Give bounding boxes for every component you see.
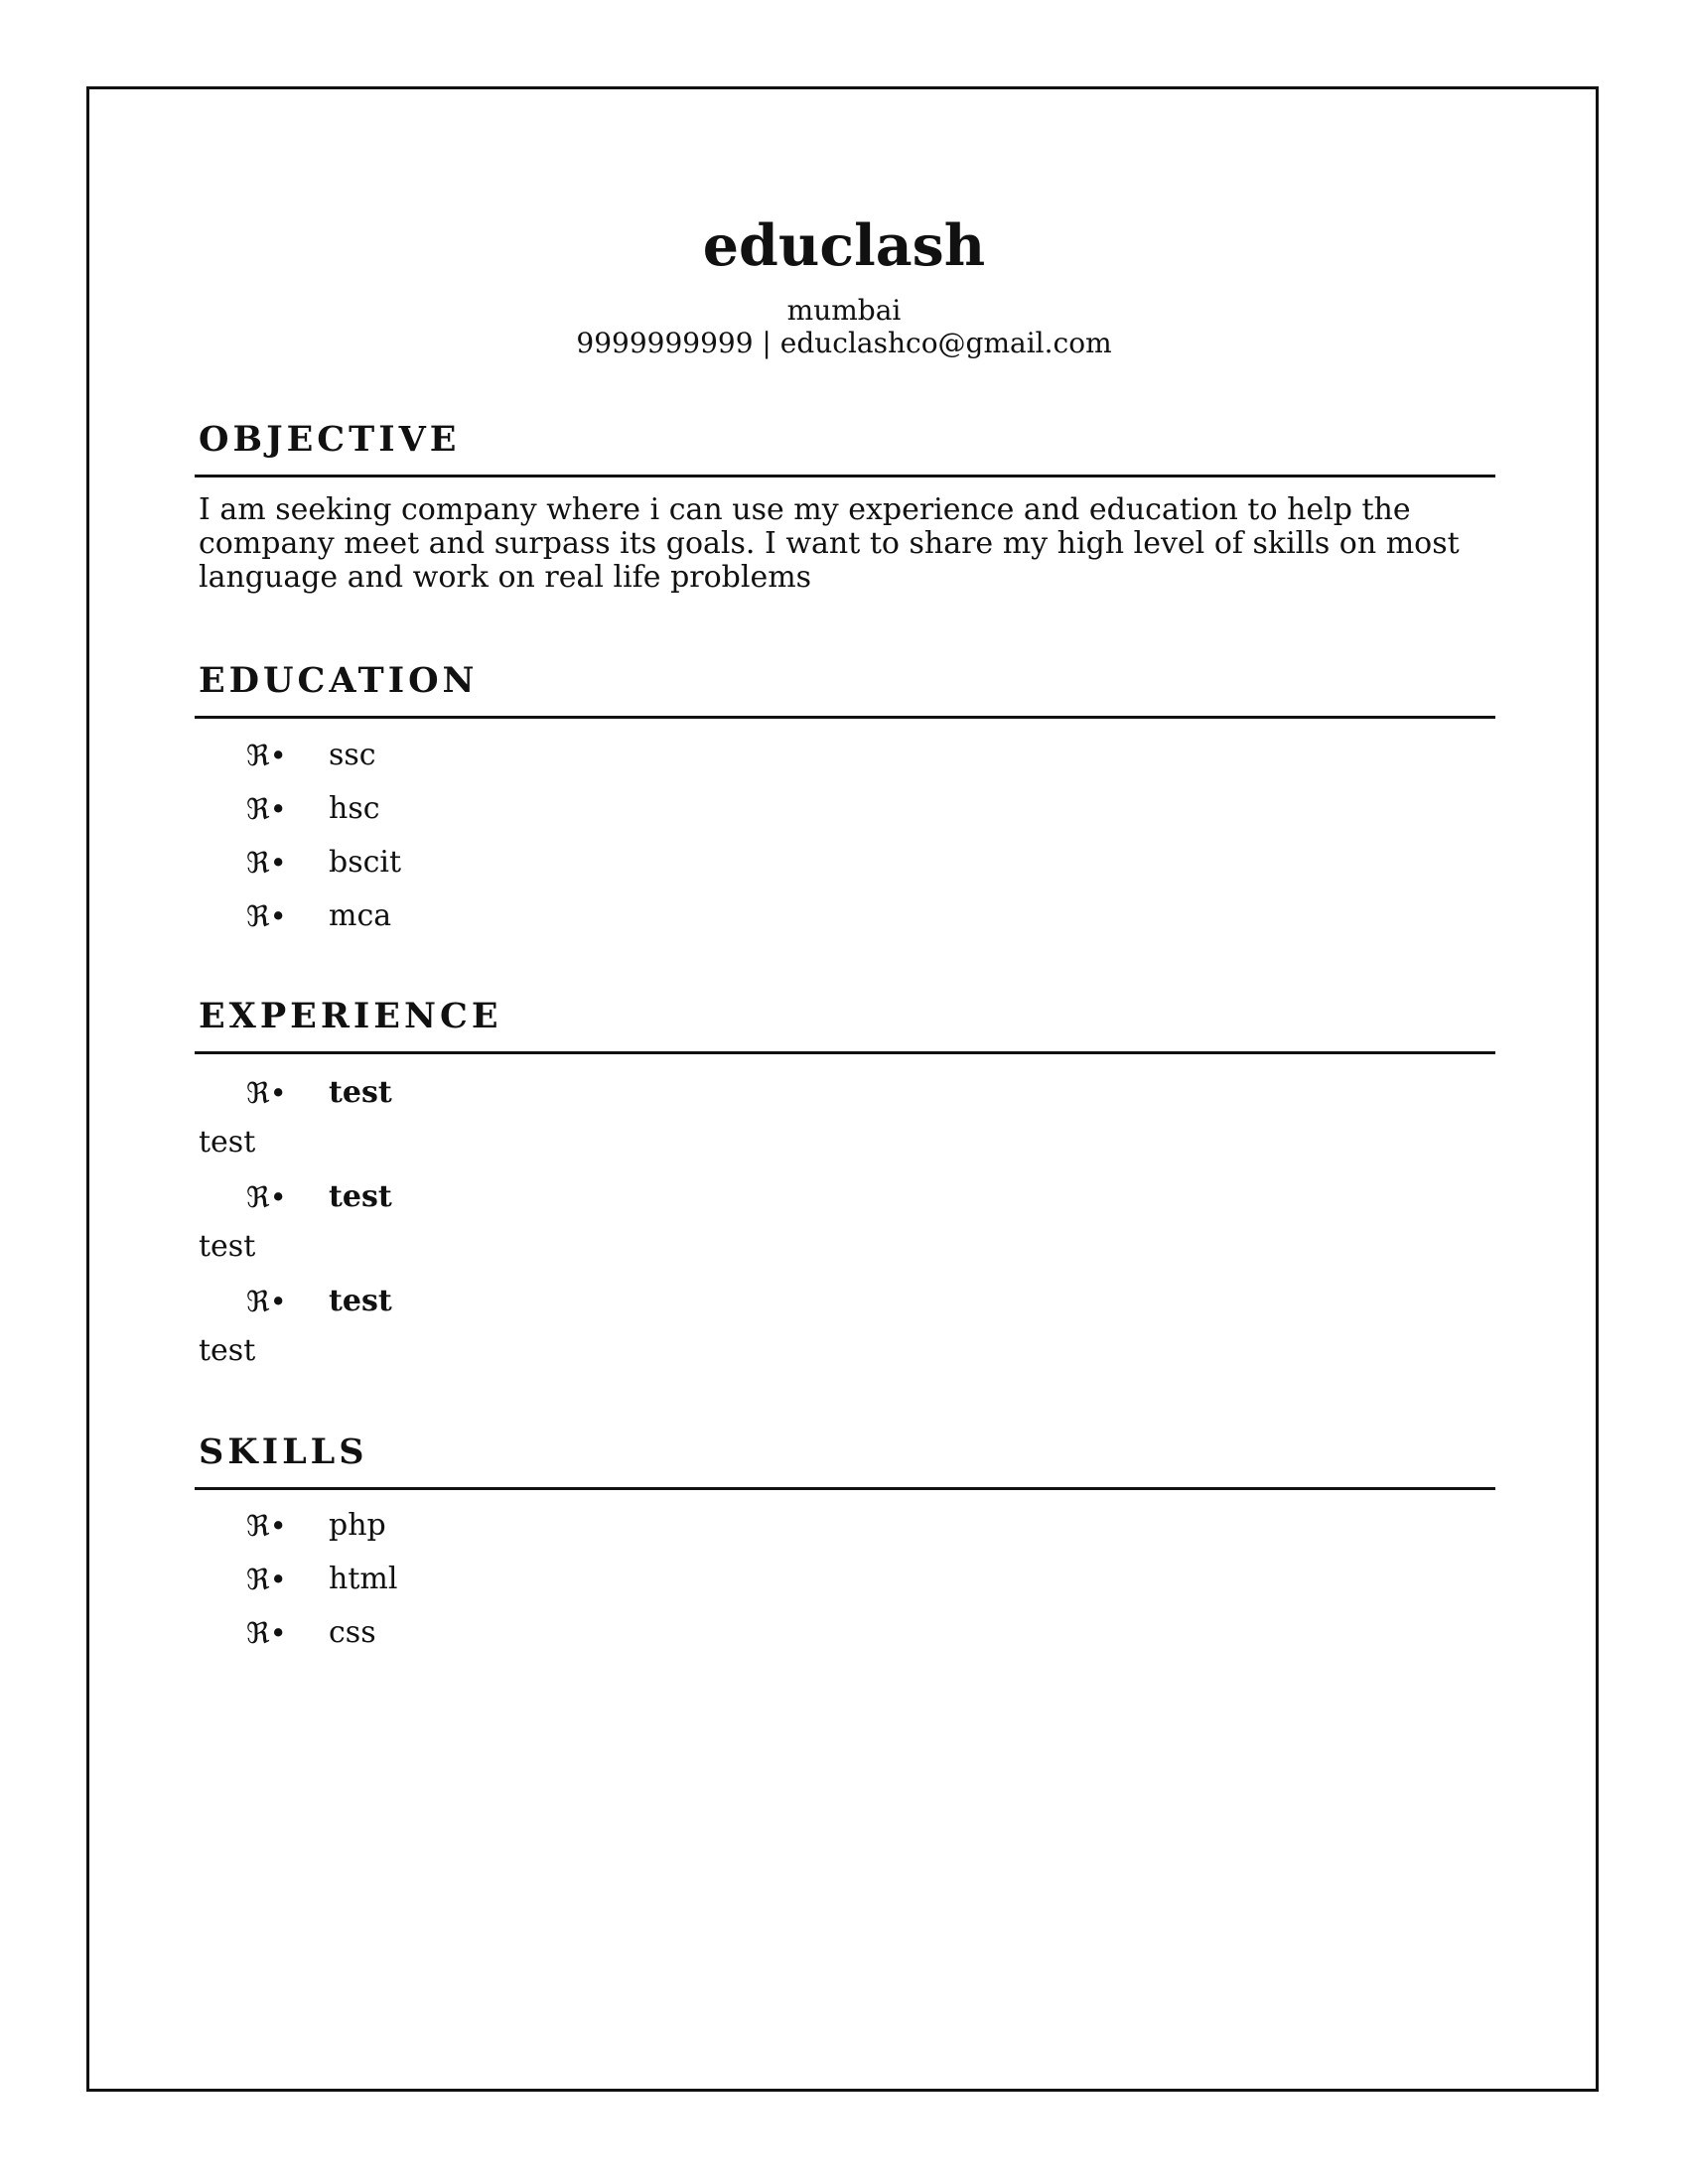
experience-heading: EXPERIENCE <box>199 996 502 1036</box>
candidate-contact: 9999999999 | educlashco@gmail.com <box>576 327 1112 359</box>
candidate-address: mumbai <box>786 294 902 327</box>
education-divider <box>195 716 1495 719</box>
bullet-icon: ℜ• <box>246 1616 287 1650</box>
bullet-icon: ℜ• <box>246 1180 287 1214</box>
page-border <box>86 86 1599 2092</box>
skills-heading: SKILLS <box>199 1432 368 1472</box>
education-item: bscit <box>329 845 402 880</box>
bullet-icon: ℜ• <box>246 739 287 772</box>
bullet-icon: ℜ• <box>246 846 287 880</box>
experience-description: test <box>199 1125 256 1160</box>
skill-item: html <box>329 1562 398 1596</box>
bullet-icon: ℜ• <box>246 1563 287 1596</box>
education-heading: EDUCATION <box>199 660 479 701</box>
experience-description: test <box>199 1333 256 1368</box>
bullet-icon: ℜ• <box>246 1509 287 1543</box>
bullet-icon: ℜ• <box>246 899 287 933</box>
objective-divider <box>195 475 1495 478</box>
experience-title: test <box>329 1179 392 1214</box>
objective-text: I am seeking company where i can use my experience and education to help the company meet and surpass its goals. I want to share my high level of skills on most language and work on real life problems <box>199 492 1460 595</box>
education-item: hsc <box>329 791 380 826</box>
experience-divider <box>195 1051 1495 1054</box>
candidate-name: educlash <box>702 212 986 279</box>
experience-description: test <box>199 1229 256 1264</box>
objective-heading: OBJECTIVE <box>199 419 461 460</box>
experience-title: test <box>329 1075 392 1110</box>
bullet-icon: ℜ• <box>246 1285 287 1318</box>
skill-item: css <box>329 1615 376 1650</box>
education-item: ssc <box>329 738 376 772</box>
bullet-icon: ℜ• <box>246 1076 287 1110</box>
skill-item: php <box>329 1508 386 1543</box>
experience-title: test <box>329 1284 392 1318</box>
skills-divider <box>195 1487 1495 1490</box>
bullet-icon: ℜ• <box>246 792 287 826</box>
education-item: mca <box>329 898 392 933</box>
